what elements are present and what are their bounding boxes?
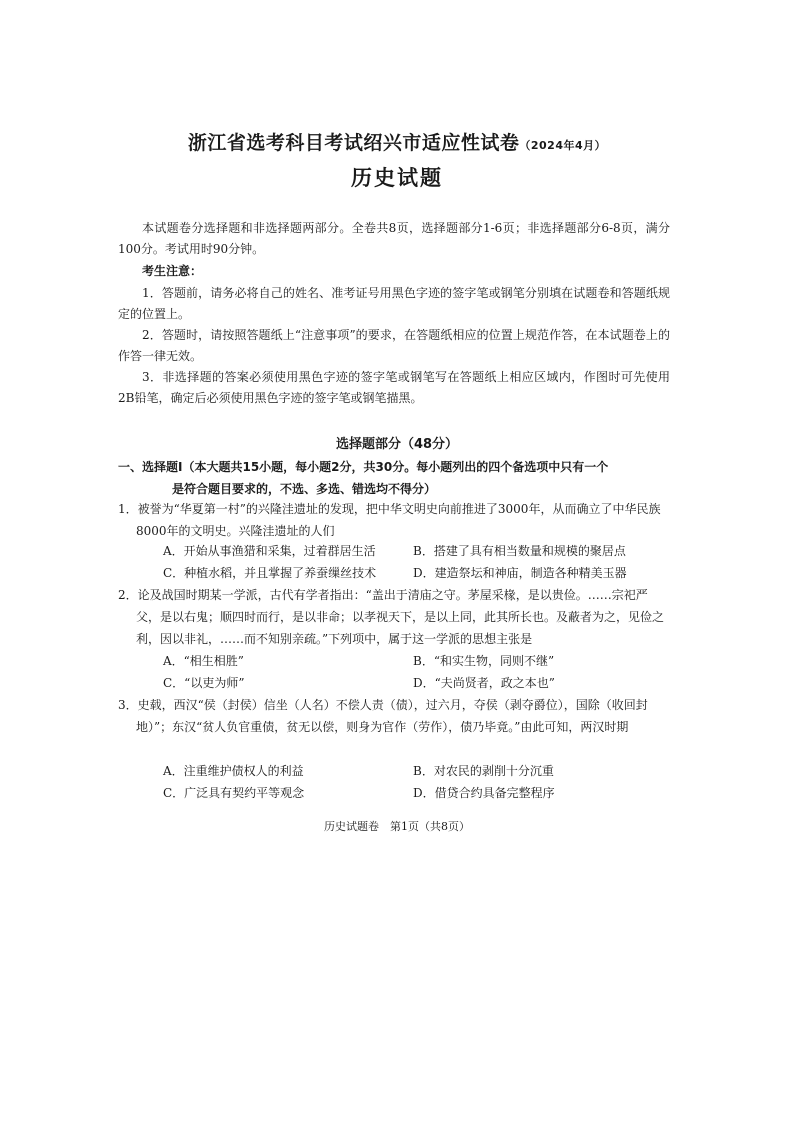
- option-c: C．种植水稻，并且掌握了养蚕缫丝技术: [163, 566, 377, 580]
- part-heading: [118, 456, 670, 500]
- title-date: （2024年4月）: [519, 139, 607, 152]
- notice-heading: 考生注意：: [142, 264, 203, 278]
- question-stem: 1．被誉为“华夏第一村”的兴隆洼遗址的发现，把中华文明史向前推进了3000年，从而确立了中华民族8000年的文明史。兴隆洼遗址的人们: [118, 502, 661, 538]
- exam-subtitle: 历史试题: [351, 166, 443, 190]
- option-c: C．广泛具有契约平等观念: [163, 786, 305, 800]
- option-a: A．开始从事渔猎和采集，过着群居生活: [163, 544, 376, 558]
- title-text: 浙江省选考科目考试绍兴市适应性试卷: [187, 132, 520, 154]
- option-c: C．“以吏为师”: [163, 676, 245, 690]
- option-d: D．建造祭坛和神庙，制造各种精美玉器: [413, 566, 627, 580]
- option-d: D．借贷合约具备完整程序: [413, 786, 555, 800]
- question-1: [118, 498, 670, 542]
- option-a: A．“相生相胜”: [163, 654, 244, 668]
- notice-item: 2．答题时，请按照答题纸上“注意事项”的要求，在答题纸相应的位置上规范作答，在本试题卷上的作答一律无效。: [118, 328, 670, 363]
- part-heading-line2: 是符合题目要求的，不选、多选、错选均不得分）: [172, 482, 437, 496]
- option-b: B．搭建了具有相当数量和规模的聚居点: [413, 544, 626, 558]
- section-heading: 选择题部分（48分）: [335, 437, 459, 452]
- option-b: B．对农民的剥削十分沉重: [413, 764, 554, 778]
- part-heading-line1: 一、选择题Ⅰ（本大题共15小题，每小题2分，共30分。每小题列出的四个备选项中只有一个: [118, 460, 609, 474]
- question-2: [118, 584, 670, 650]
- notice-item: 3．非选择题的答案必须使用黑色字迹的签字笔或钢笔写在答题纸上相应区域内，作图时可先使用2B铅笔，确定后必须使用黑色字迹的签字笔或钢笔描黑。: [118, 370, 670, 405]
- option-b: B．“和实生物，同则不继”: [413, 654, 555, 668]
- page-footer: 历史试题卷 第1页（共8页）: [324, 820, 470, 833]
- question-stem: 3．史载，西汉“侯（封侯）信坐（人名）不偿人责（债），过六月，夺侯（剥夺爵位），国除（收回封地）”；东汉“贫人负官重债，贫无以偿，则身为官作（劳作），债乃毕竟。”由此可知，两汉时期: [118, 698, 648, 734]
- question-3: [118, 694, 670, 738]
- exam-title: [0, 128, 794, 155]
- intro-paragraph: 本试题卷分选择题和非选择题两部分。全卷共8页，选择题部分1-6页；非选择题部分6-8页，满分100分。考试用时90分钟。: [118, 221, 670, 256]
- notice-item: 1．答题前，请务必将自己的姓名、准考证号用黑色字迹的签字笔或钢笔分别填在试题卷和答题纸规定的位置上。: [118, 286, 670, 321]
- option-a: A．注重维护债权人的利益: [163, 764, 304, 778]
- option-d: D．“夫尚贤者，政之本也”: [413, 676, 555, 690]
- question-stem: 2．论及战国时期某一学派，古代有学者指出：“盖出于清庙之守。茅屋采椽，是以贵俭。……宗祀严父，是以右鬼；顺四时而行，是以非命；以孝视天下，是以上同，此其所长也。及蔽者为之，见俭之利，因以非礼，……而不知别亲疏。”下列项中，属于这一学派的思想主张是: [118, 588, 665, 646]
